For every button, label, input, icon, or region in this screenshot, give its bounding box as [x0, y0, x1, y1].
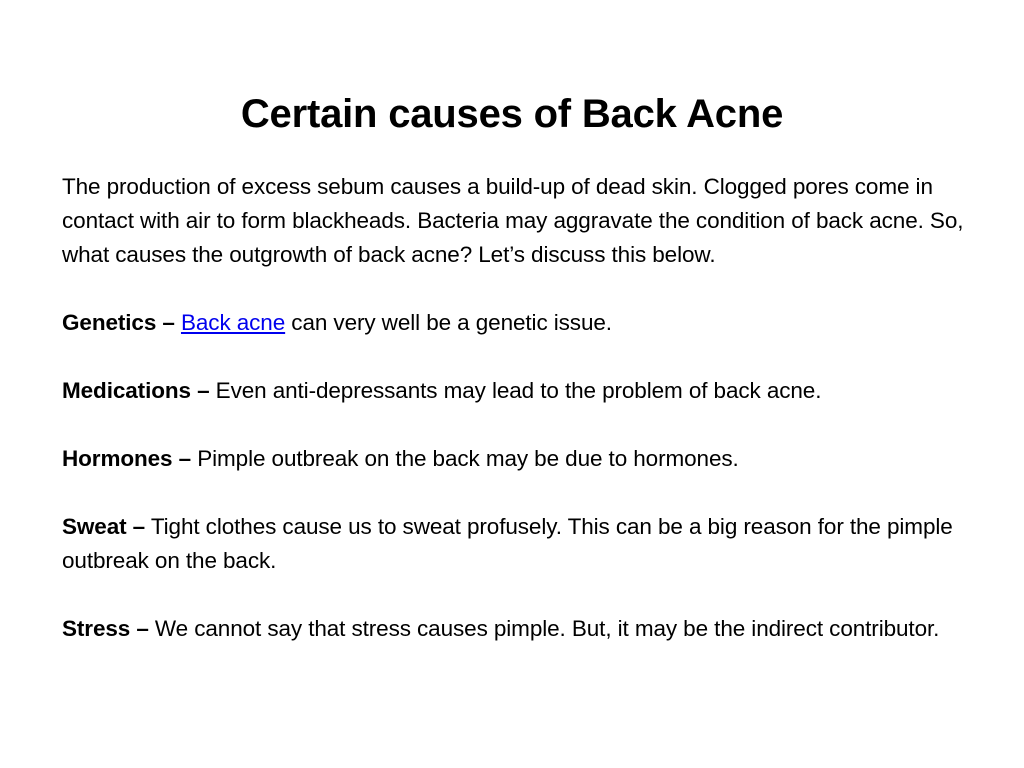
cause-text: Tight clothes cause us to sweat profusely. This can be a big reason for the pimple outbreak on the back. [62, 514, 953, 573]
cause-label: Stress – [62, 616, 149, 641]
cause-label: Medications – [62, 378, 210, 403]
cause-label: Hormones – [62, 446, 192, 471]
cause-genetics [62, 306, 972, 340]
slide-content [62, 170, 972, 646]
cause-text: can very well be a genetic issue. [291, 310, 612, 335]
cause-stress [62, 612, 972, 646]
cause-hormones [62, 442, 972, 476]
slide-title: Certain causes of Back Acne [240, 92, 784, 136]
back-acne-link[interactable]: Back acne [180, 310, 286, 335]
cause-text: Pimple outbreak on the back may be due to hormones. [197, 446, 739, 471]
cause-sweat [62, 510, 972, 578]
intro-paragraph: The production of excess sebum causes a build-up of dead skin. Clogged pores come in contact with air to form blackheads. Bacteria may aggravate the condition of back acne. So, what causes the outgrowth of back acne? Let’s discuss this below. [62, 174, 964, 267]
cause-text: We cannot say that stress causes pimple. But, it may be the indirect contributor. [154, 616, 940, 641]
cause-text: Even anti-depressants may lead to the problem of back acne. [215, 378, 822, 403]
cause-medications [62, 374, 972, 408]
cause-label: Genetics – [62, 310, 175, 335]
cause-label: Sweat – [62, 514, 146, 539]
